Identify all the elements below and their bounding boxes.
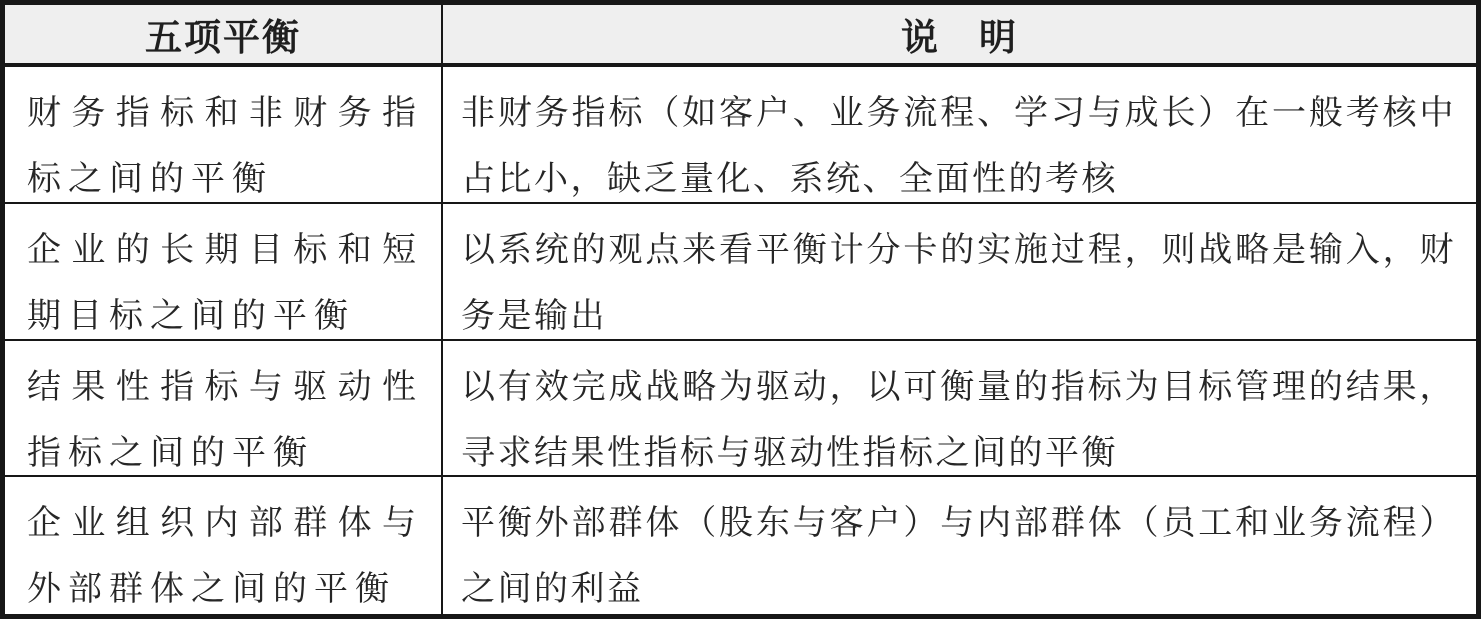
table-row-term: 结果性指标与驱动性指标之间的平衡 <box>5 341 443 478</box>
table-row-term: 企业组织内部群体与外部群体之间的平衡 <box>5 477 443 614</box>
table-row-description: 以系统的观点来看平衡计分卡的实施过程，则战略是输入，财务是输出 <box>443 204 1476 341</box>
table-row-term: 财务指标和非财务指标之间的平衡 <box>5 67 443 204</box>
table-row-description: 以有效完成战略为驱动，以可衡量的指标为目标管理的结果，寻求结果性指标与驱动性指标之间的平衡 <box>443 341 1476 478</box>
table-row-description: 平衡外部群体（股东与客户）与内部群体（员工和业务流程）之间的利益 <box>461 505 1456 609</box>
table-grid <box>5 5 1476 614</box>
column-header-description: 说 明 <box>443 5 1476 67</box>
table-row-description: 非财务指标（如客户、业务流程、学习与成长）在一般考核中占比小，缺乏量化、系统、全面性的考核 <box>443 67 1476 204</box>
table-row-term: 企业的长期目标和短期目标之间的平衡 <box>5 204 443 341</box>
column-header-five-balances: 五项平衡 <box>5 5 443 67</box>
